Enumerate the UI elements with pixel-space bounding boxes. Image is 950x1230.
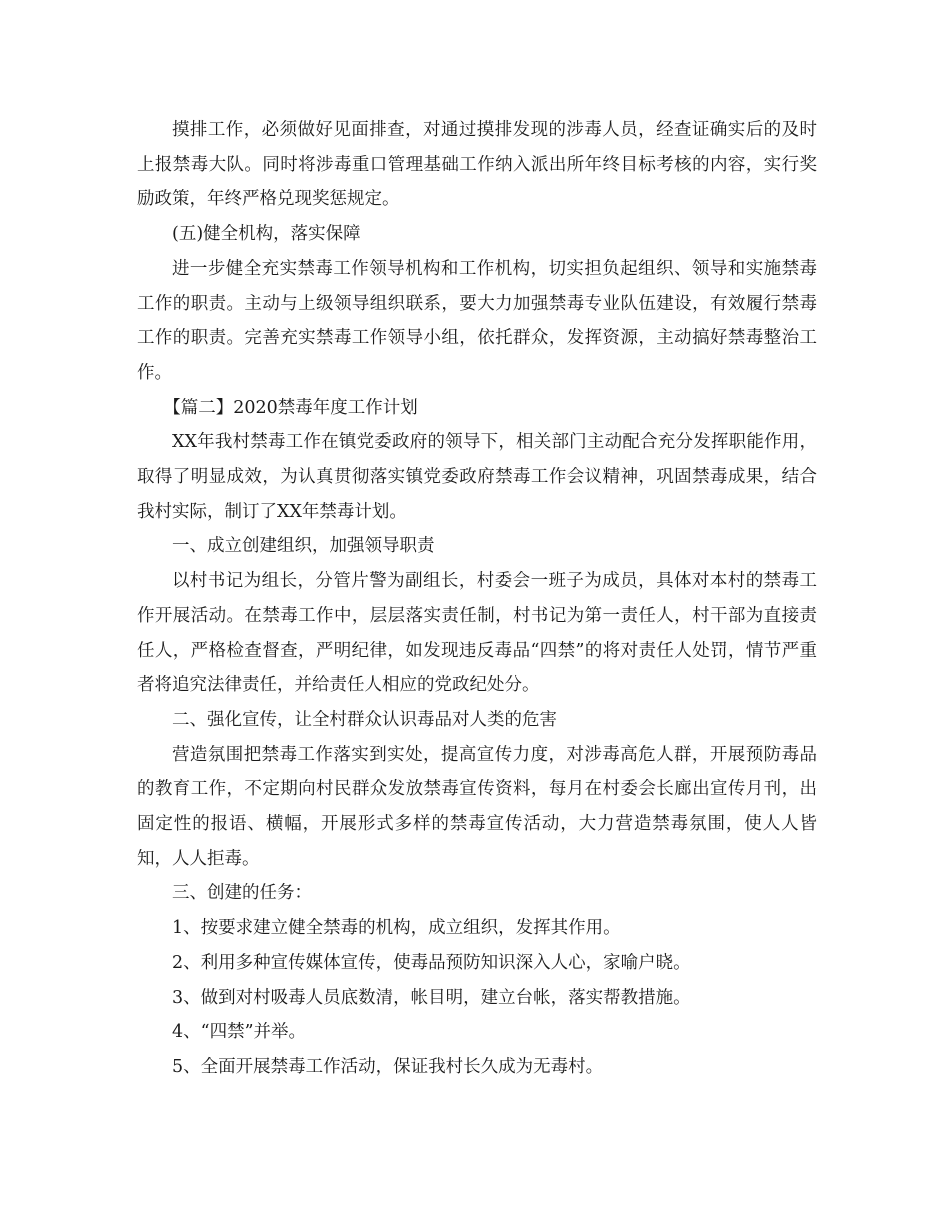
paragraph-organization: 以村书记为组长，分管片警为副组长，村委会一班子为成员，具体对本村的禁毒工作开展活动。在禁毒工作中，层层落实责任制，村书记为第一责任人，村干部为直接责任人，严格检查督查，严明纪律，如发现违反毒品“四禁”的将对责任人处罚，情节严重者将追究法律责任，并给责任人相应的党政纪处分。 <box>137 571 817 696</box>
list-item-task-4: 4、“四禁”并举。 <box>172 1022 307 1043</box>
list-item-task-3: 3、做到对村吸毒人员底数清，帐目明，建立台帐，落实帮教措施。 <box>172 987 691 1008</box>
heading-tasks: 三、创建的任务： <box>172 883 312 904</box>
list-item-task-2: 2、利用多种宣传媒体宣传，使毒品预防知识深入人心，家喻户晓。 <box>172 952 691 973</box>
heading-institution-guarantee: (五)健全机构，落实保障 <box>172 224 361 245</box>
paragraph-intro: XX年我村禁毒工作在镇党委政府的领导下，相关部门主动配合充分发挥职能作用，取得了明显成效，为认真贯彻落实镇党委政府禁毒工作会议精神，巩固禁毒成果，结合我村实际，制订了XX年禁毒计划。 <box>137 432 817 522</box>
heading-publicity: 二、强化宣传，让全村群众认识毒品对人类的危害 <box>172 709 557 730</box>
heading-organization: 一、成立创建组织，加强领导职责 <box>172 536 435 557</box>
list-item-task-5: 5、全面开展禁毒工作活动，保证我村长久成为无毒村。 <box>172 1056 604 1077</box>
list-item-task-1: 1、按要求建立健全禁毒的机构，成立组织，发挥其作用。 <box>172 918 621 939</box>
section-title-part-two: 【篇二】2020禁毒年度工作计划 <box>163 397 418 418</box>
document-page <box>137 113 817 1085</box>
paragraph-screening-work: 摸排工作，必须做好见面排查，对通过摸排发现的涉毒人员，经查证确实后的及时上报禁毒大队。同时将涉毒重口管理基础工作纳入派出所年终目标考核的内容，实行奖励政策，年终严格兑现奖惩规定。 <box>137 120 817 210</box>
paragraph-publicity: 营造氛围把禁毒工作落实到实处，提高宣传力度，对涉毒高危人群，开展预防毒品的教育工作，不定期向村民群众发放禁毒宣传资料，每月在村委会长廊出宣传月刊，出固定性的报语、横幅，开展形式多样的禁毒宣传活动，大力营造禁毒氛围，使人人皆知，人人拒毒。 <box>137 744 817 869</box>
paragraph-institution: 进一步健全充实禁毒工作领导机构和工作机构，切实担负起组织、领导和实施禁毒工作的职责。主动与上级领导组织联系，要大力加强禁毒专业队伍建设，有效履行禁毒工作的职责。完善充实禁毒工作领导小组，依托群众，发挥资源，主动搞好禁毒整治工作。 <box>137 258 817 383</box>
